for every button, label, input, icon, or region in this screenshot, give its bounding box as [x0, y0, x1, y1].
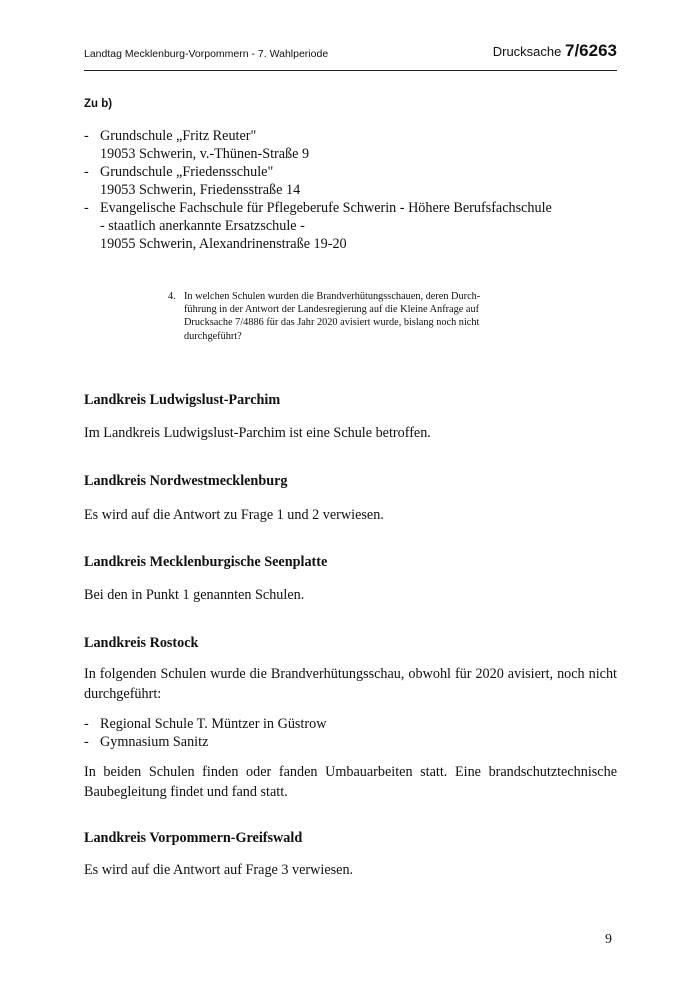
section-closing-rostock: In beiden Schulen finden oder fanden Umbauarbeiten statt. Eine brandschutztechnische Baubegleitung findet und fand statt. [84, 764, 617, 800]
school-address: 19053 Schwerin, Friedensstraße 14 [100, 182, 301, 198]
list-item [84, 163, 552, 199]
question-line: führung in der Antwort der Landesregierung auf die Kleine Anfrage auf [184, 304, 480, 316]
section-text-vorpommern: Es wird auf die Antwort auf Frage 3 verwiesen. [84, 862, 354, 878]
question-line: durchgeführt? [184, 330, 242, 342]
school-note: - staatlich anerkannte Ersatzschule - [100, 218, 305, 234]
page-header [84, 38, 617, 71]
school-list-rostock [84, 715, 326, 751]
list-item [84, 199, 552, 253]
school-name: Gymnasium Sanitz [100, 734, 209, 750]
section-heading-nordwest: Landkreis Nordwestmecklenburg [84, 473, 288, 489]
section-text-nordwest: Es wird auf die Antwort zu Frage 1 und 2 verwiesen. [84, 507, 384, 523]
list-item [84, 127, 552, 163]
list-item [84, 733, 326, 751]
header-title: Landtag Mecklenburg-Vorpommern - 7. Wahlperiode [84, 48, 329, 60]
list-dash: - [84, 734, 89, 750]
section-heading-rostock: Landkreis Rostock [84, 635, 199, 651]
subheading: Zu b) [84, 98, 113, 110]
section-heading-vorpommern: Landkreis Vorpommern-Greifswald [84, 830, 303, 846]
section-heading-ludwigslust: Landkreis Ludwigslust-Parchim [84, 392, 281, 408]
school-name: Grundschule „Fritz Reuter" [100, 128, 257, 144]
list-dash: - [84, 164, 89, 180]
header-doc-number: 7/6263 [565, 41, 617, 60]
school-name: Regional Schule T. Müntzer in Güstrow [100, 716, 327, 732]
header-doc-label: Drucksache [492, 44, 562, 59]
question-number: 4. [168, 291, 176, 302]
list-item [84, 715, 326, 733]
school-name: Grundschule „Friedensschule" [100, 164, 274, 180]
header-document-number [493, 41, 617, 61]
school-address: 19053 Schwerin, v.-Thünen-Straße 9 [100, 146, 310, 162]
section-heading-seenplatte: Landkreis Mecklenburgische Seenplatte [84, 554, 328, 570]
question-block [168, 290, 528, 343]
question-line: In welchen Schulen wurden die Brandverhütungsschauen, deren Durch- [184, 291, 481, 302]
section-text-seenplatte: Bei den in Punkt 1 genannten Schulen. [84, 587, 305, 603]
question-line: Drucksache 7/4886 für das Jahr 2020 avisiert wurde, bislang noch nicht [184, 317, 480, 329]
school-address: 19055 Schwerin, Alexandrinenstraße 19-20 [100, 236, 347, 252]
list-dash: - [84, 128, 89, 144]
school-list-b [84, 127, 552, 253]
school-name: Evangelische Fachschule für Pflegeberufe Schwerin - Höhere Berufsfachschule [100, 200, 552, 216]
section-intro-rostock: In folgenden Schulen wurde die Brandverhütungsschau, obwohl für 2020 avisiert, noch nicht durchgeführt: [84, 666, 617, 702]
list-dash: - [84, 716, 89, 732]
section-text-ludwigslust: Im Landkreis Ludwigslust-Parchim ist eine Schule betroffen. [84, 425, 431, 441]
page-number: 9 [605, 932, 612, 947]
list-dash: - [84, 200, 89, 216]
